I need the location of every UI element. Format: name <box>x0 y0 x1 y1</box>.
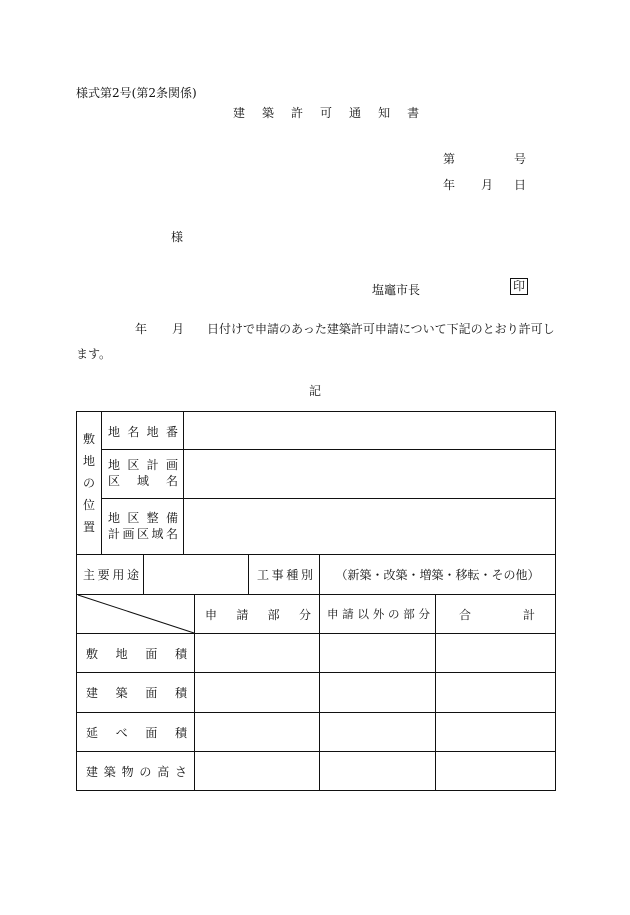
body-sentence-line1: 日付けで申請のあった建築許可申請について下記のとおり許可し <box>207 322 555 336</box>
col-header-shinsei: 申 請 部 分 <box>205 607 311 622</box>
nobe-goukei-value[interactable] <box>436 713 554 750</box>
body-month: 月 <box>172 322 185 336</box>
site-chiku-seibi-value[interactable] <box>184 499 554 553</box>
issuer-name: 塩竈市長 <box>372 283 421 297</box>
date-year: 年 <box>443 178 456 192</box>
date-day: 日 <box>514 178 527 192</box>
permit-form-table <box>76 411 556 791</box>
main-use-label: 主 要 用 途 <box>83 567 139 582</box>
row-label-chimei-chiban: 地 名 地 番 <box>108 424 178 439</box>
addressee-suffix: 様 <box>171 230 184 244</box>
site-group-char-3: の <box>82 476 95 490</box>
nobe-igai-value[interactable] <box>320 713 434 750</box>
kenchiku-shinsei-value[interactable] <box>195 673 318 711</box>
row-label-takasa: 建 築 物 の 高 さ <box>86 764 187 779</box>
seal-stamp: 印 <box>510 278 528 295</box>
number-prefix: 第 <box>443 152 456 166</box>
work-type-options[interactable]: （新築・改築・増築・移転・その他） <box>335 567 540 582</box>
body-sentence-line2: ます。 <box>76 347 112 361</box>
col-header-shinsei-igai: 申 請 以 外 の 部 分 <box>327 607 430 621</box>
shikichi-igai-value[interactable] <box>320 634 434 671</box>
ki-mark: 記 <box>309 384 322 398</box>
row-label-kenchiku-menseki: 建 築 面 積 <box>86 685 187 700</box>
takasa-igai-value[interactable] <box>320 752 434 789</box>
takasa-goukei-value[interactable] <box>436 752 554 789</box>
site-group-char-2: 地 <box>82 454 95 468</box>
site-chimei-value[interactable] <box>184 413 554 448</box>
diagonal-divider <box>77 594 195 634</box>
row-label-chiku-keikaku: 地 区 計 画 区 域 名 <box>108 458 178 488</box>
shikichi-goukei-value[interactable] <box>436 634 554 671</box>
site-group-char-4: 位 <box>82 498 95 512</box>
form-reference: 様式第2号(第2条関係) <box>76 86 197 100</box>
kenchiku-igai-value[interactable] <box>320 673 434 711</box>
nobe-shinsei-value[interactable] <box>195 713 318 750</box>
row-label-chiku-seibi: 地 区 整 備 計 画 区 域 名 <box>108 511 178 541</box>
site-chiku-keikaku-value[interactable] <box>184 450 554 497</box>
work-type-label: 工 事 種 別 <box>257 567 313 582</box>
document-title: 建 築 許 可 通 知 書 <box>233 106 426 120</box>
main-use-value[interactable] <box>144 555 247 593</box>
site-group-char-5: 置 <box>82 520 95 534</box>
body-year: 年 <box>135 322 148 336</box>
takasa-shinsei-value[interactable] <box>195 752 318 789</box>
number-suffix: 号 <box>514 152 527 166</box>
site-group-char-1: 敷 <box>82 432 95 446</box>
row-label-shikichi-menseki: 敷 地 面 積 <box>86 646 187 661</box>
site-group-label <box>77 412 101 554</box>
row-label-nobe-menseki: 延 べ 面 積 <box>86 725 187 740</box>
shikichi-shinsei-value[interactable] <box>195 634 318 671</box>
date-month: 月 <box>481 178 494 192</box>
col-header-goukei: 合 計 <box>459 607 535 622</box>
kenchiku-goukei-value[interactable] <box>436 673 554 711</box>
